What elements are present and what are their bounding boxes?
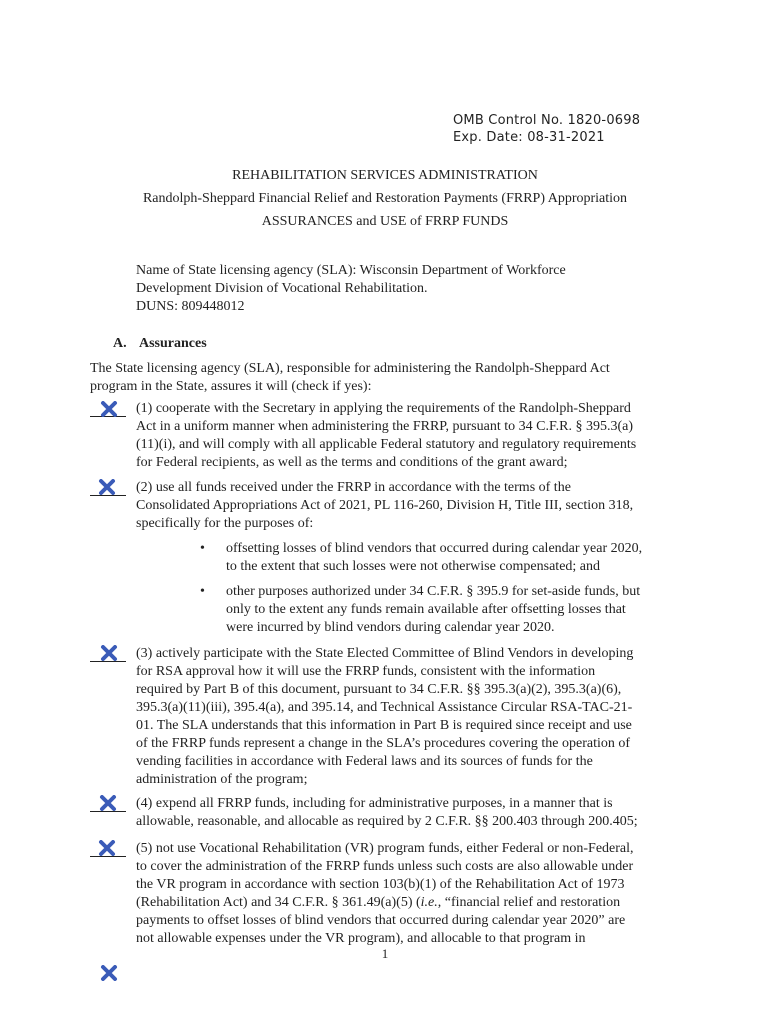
assurance-3 [136,645,681,789]
assurance-line: payments to offset losses of blind vendors that occurred during calendar year 2020” are [136,913,626,928]
bullet-item-2 [226,583,681,637]
assurance-1 [136,400,681,472]
agency-title: REHABILITATION SERVICES ADMINISTRATION [232,168,538,183]
assurance-line: Act in a uniform manner when administering the FRRP, pursuant to 34 C.F.R. § 395.3(a) [136,419,633,434]
omb-control-number: OMB Control No. 1820-0698 [453,113,641,128]
section-a-intro [90,360,680,396]
assurance-line: for RSA approval how it will use the FRRP funds, consistent with the information [136,664,596,679]
bullet-item-1 [226,540,681,576]
intro-line: The State licensing agency (SLA), responsible for administering the Randolph-Sheppard Act [90,361,610,376]
check-x-icon [98,840,116,856]
assurance-line: of the FRRP funds represent a change in the SLA’s procedures covering the operation of [136,736,631,751]
assurance-line: (2) use all funds received under the FRRP in accordance with the terms of the [136,480,571,495]
assurance-line: allowable, reasonable, and allocable as required by 2 C.F.R. §§ 200.403 through 200.405; [136,814,638,829]
assurance-4 [136,795,681,831]
section-letter: A. [113,336,127,351]
bullet-line: to the extent that such losses were not otherwise compensated; and [226,559,601,574]
program-title: Randolph-Sheppard Financial Relief and Restoration Payments (FRRP) Appropriation [142,191,628,206]
assurance-line: required by Part B of this document, pursuant to 34 C.F.R. §§ 395.3(a)(2), 395.3(a)(6), [136,682,622,697]
text-span: (Rehabilitation Act) and 34 C.F.R. § 361.49(a)(5) ( [136,895,421,910]
assurance-line: not allowable expenses under the VR program), and allocable to that program in [136,931,586,946]
document-title: ASSURANCES and USE of FRRP FUNDS [261,214,509,229]
sla-name-line1: Name of State licensing agency (SLA): Wisconsin Department of Workforce [136,263,566,278]
assurance-line: (11)(i), and will comply with all applicable Federal statutory and regulatory requirements [136,437,637,452]
page-number: 1 [381,946,389,961]
bullet-dot: • [200,584,205,599]
italic-abbrev: i.e. [420,895,438,910]
omb-header [453,112,640,146]
bullet-dot: • [200,541,205,556]
assurance-line [136,894,681,912]
assurance-line: the VR program in accordance with section 103(b)(1) of the Rehabilitation Act of 1973 [136,877,625,892]
sla-name-line2: Development Division of Vocational Rehabilitation. [136,281,428,296]
section-a-heading [113,336,207,352]
assurance-line: for Federal recipients, as well as the terms and conditions of the grant award; [136,455,568,470]
bullet-line: were incurred by blind vendors during calendar year 2020. [226,620,555,635]
bullet-line: only to the extent any funds remain available after offsetting losses that [226,602,626,617]
duns-number: DUNS: 809448012 [136,299,245,314]
check-x-icon [100,965,118,981]
intro-line: program in the State, assures it will (check if yes): [90,379,372,394]
assurance-line: administration of the program; [136,772,308,787]
assurance-line: specifically for the purposes of: [136,516,314,531]
check-x-icon [98,479,116,495]
assurance-line: 395.3(a)(11)(iii), 395.4(a), and 395.14, and Technical Assistance Circular RSA-TAC-21- [136,700,633,715]
check-x-icon [100,645,118,661]
check-x-icon [99,795,117,811]
assurance-line: (4) expend all FRRP funds, including for administrative purposes, in a manner that is [136,796,613,811]
assurance-2 [136,479,681,533]
bullet-line: offsetting losses of blind vendors that occurred during calendar year 2020, [226,541,643,556]
section-title: Assurances [139,336,207,351]
assurance-5 [136,840,681,948]
assurance-line: 01. The SLA understands that this information in Part B is required since receipt and use [136,718,632,733]
assurance-line: (3) actively participate with the State Elected Committee of Blind Vendors in developing [136,646,634,661]
assurance-line: (5) not use Vocational Rehabilitation (VR) program funds, either Federal or non-Federal, [136,841,634,856]
text-span: , “financial relief and restoration [437,895,621,910]
check-x-icon [100,401,118,417]
assurance-line: (1) cooperate with the Secretary in applying the requirements of the Randolph-Sheppard [136,401,631,416]
sla-info [136,262,566,316]
bullet-line: other purposes authorized under 34 C.F.R. § 395.9 for set-aside funds, but [226,584,641,599]
expiration-date: Exp. Date: 08-31-2021 [453,130,605,145]
assurance-line: Consolidated Appropriations Act of 2021, PL 116-260, Division H, Title III, section 318, [136,498,634,513]
assurance-line: vending facilities in accordance with Federal laws and its sources of funds for the [136,754,593,769]
assurance-line: to cover the administration of the FRRP funds unless such costs are also allowable under [136,859,634,874]
